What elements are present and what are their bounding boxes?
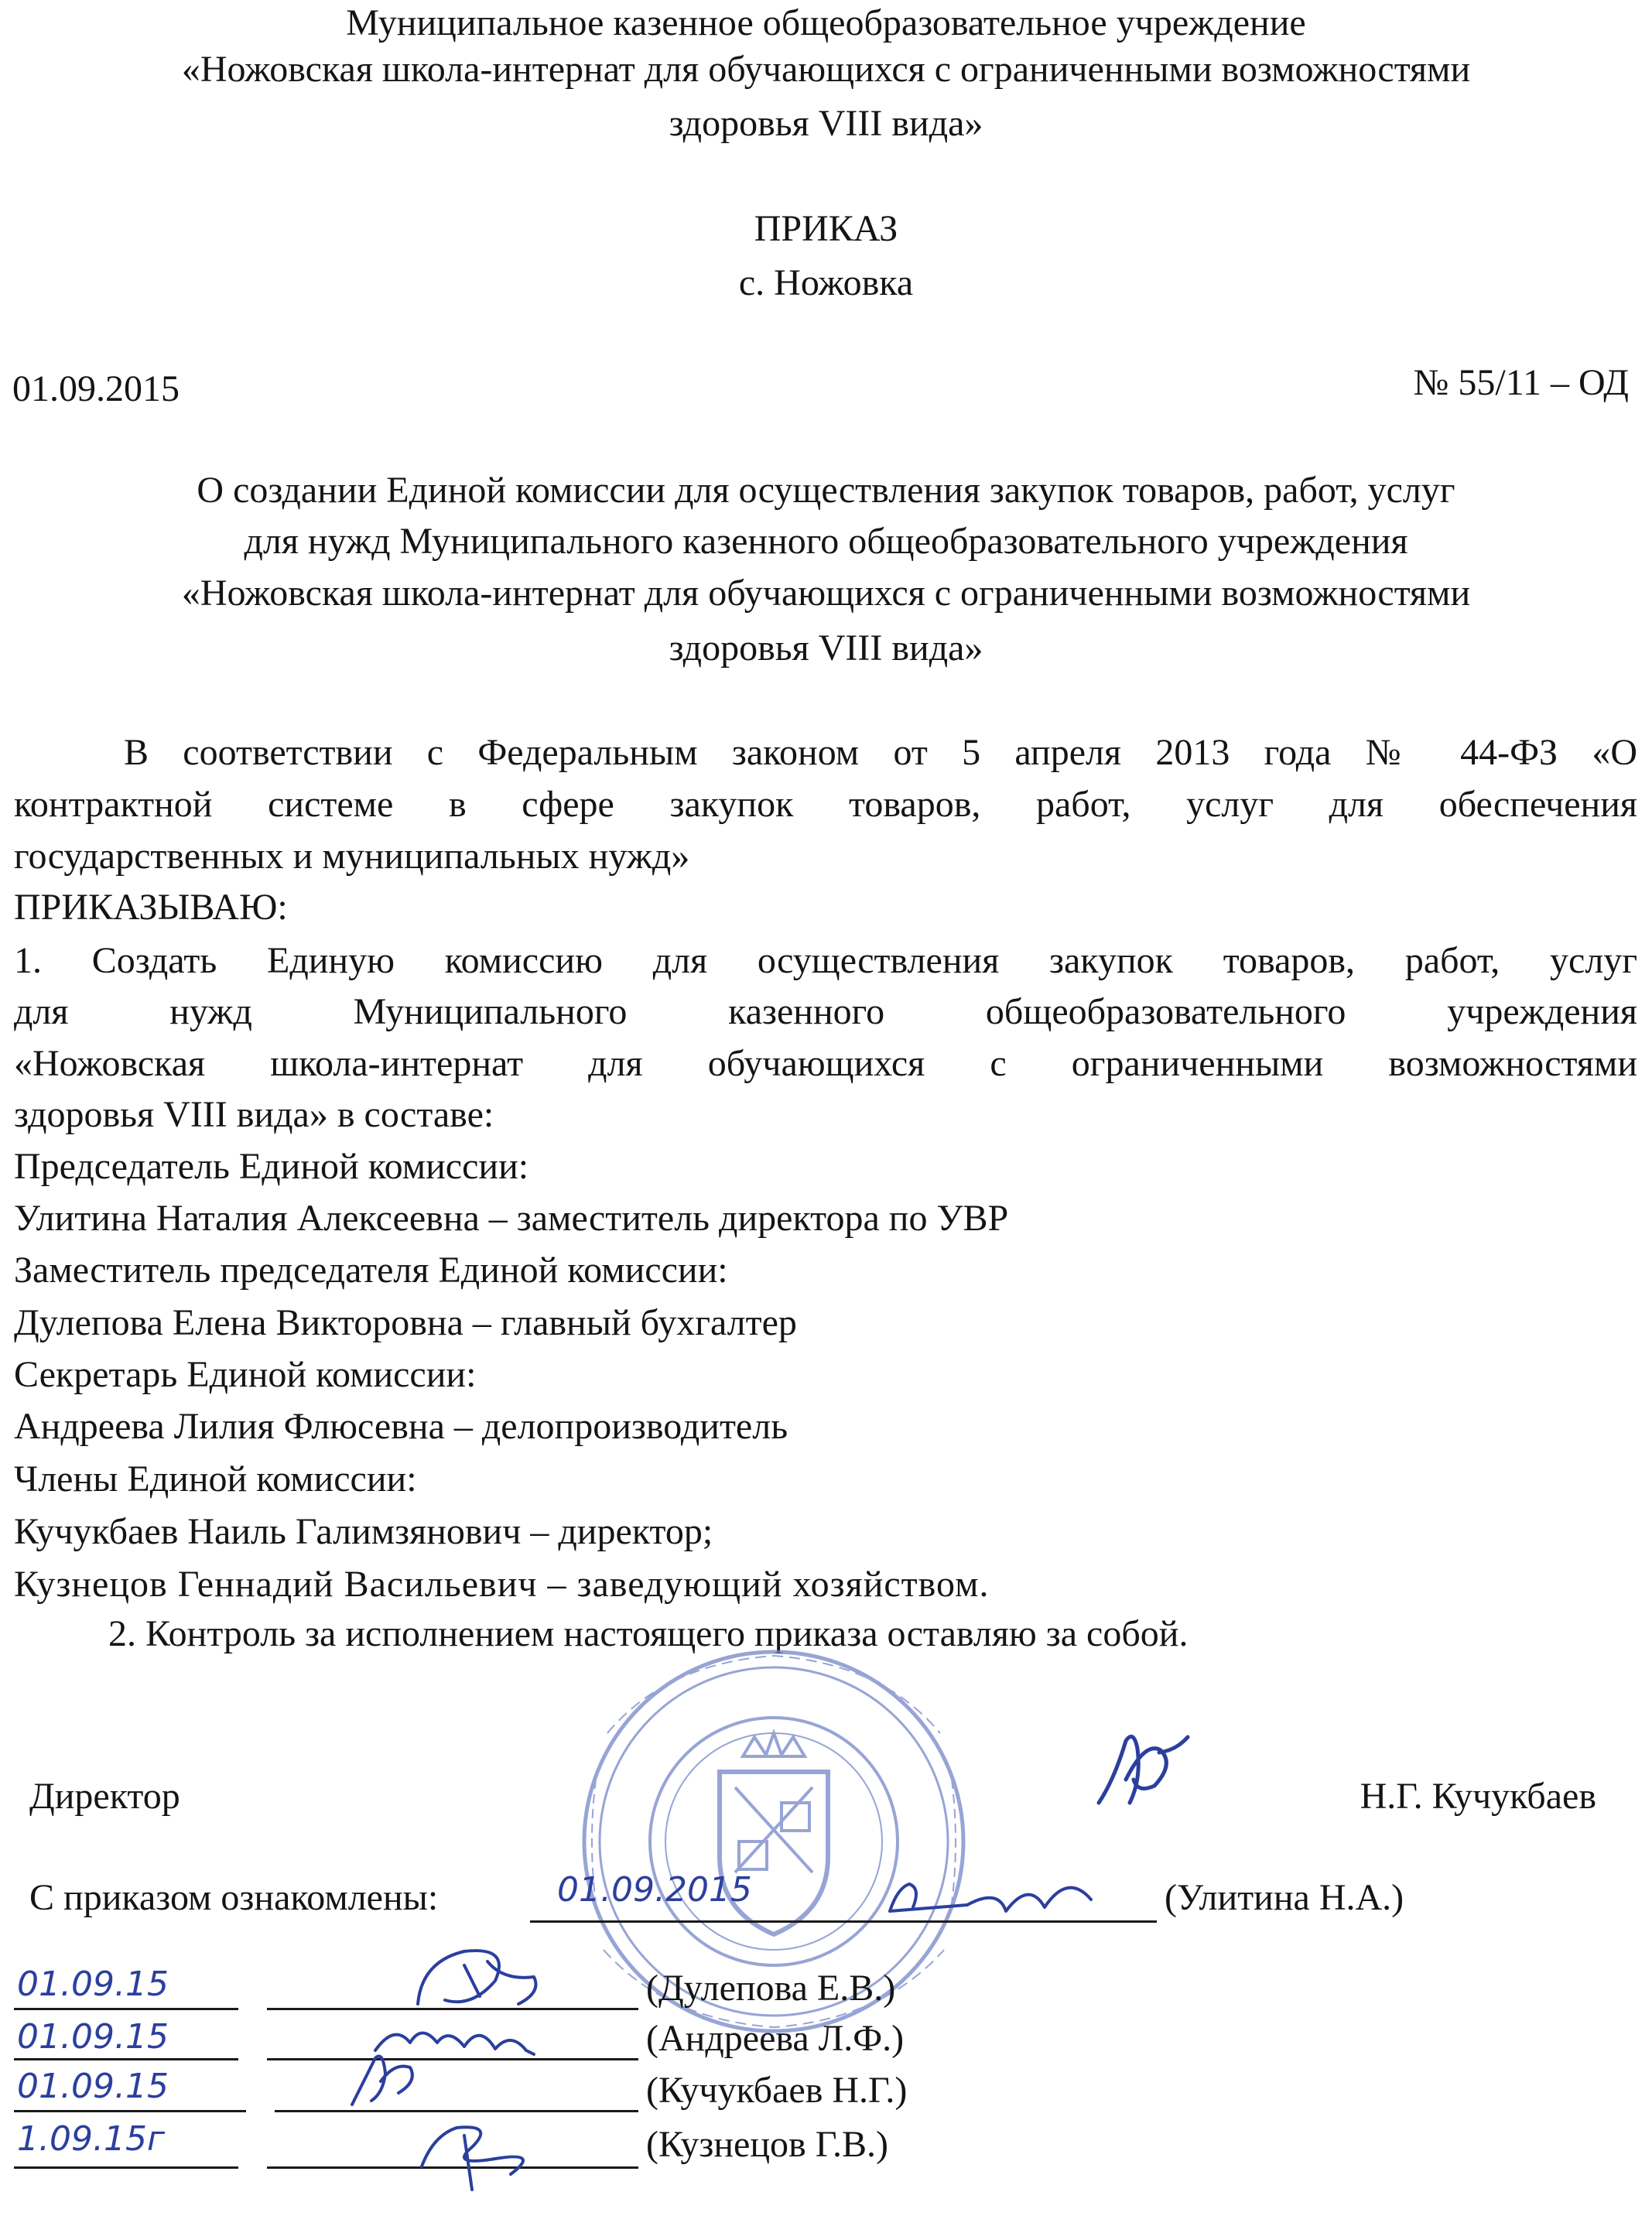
director-position: Директор [29, 1776, 180, 1817]
intro-line-1: В соответствии с Федеральным законом от 5 апреля 2013 года № 44-ФЗ «О [124, 732, 1637, 773]
acquaint-name-4: (Кучукбаев Н.Г.) [646, 2070, 908, 2111]
chair-label: Председатель Единой комиссии: [14, 1146, 529, 1187]
institution-line-3: здоровья VIII вида» [669, 103, 983, 144]
institution-line-2: «Ножовская школа-интернат для обучающихся с ограниченными возможностями [181, 49, 1471, 90]
order-word: ПРИКАЗЫВАЮ: [14, 887, 288, 928]
secretary-label: Секретарь Единой комиссии: [14, 1354, 477, 1395]
subject-line-3: «Ножовская школа-интернат для обучающихся с ограниченными возможностями [181, 573, 1471, 614]
order-place: с. Ножовка [738, 262, 914, 303]
acquaint-date-3: 01.09.15 [17, 2017, 169, 2057]
acquaint-date-2: 01.09.15 [17, 1965, 169, 2004]
intro-line-2: контрактной системе в сфере закупок товаров, работ, услуг для обеспечения [14, 784, 1637, 825]
chair-member: Улитина Наталия Алексеевна – заместитель директора по УВР [14, 1198, 1009, 1239]
item-1-line-2: для нужд Муниципального казенного общеобразовательного учреждения [14, 991, 1637, 1032]
acquaint-date-1: 01.09.2015 [557, 1870, 752, 1910]
subject-line-2: для нужд Муниципального казенного общеобразовательного учреждения [244, 521, 1408, 562]
deputy-label: Заместитель председателя Единой комиссии: [14, 1250, 728, 1291]
acquaint-label: С приказом ознакомлены: [29, 1877, 439, 1918]
member-1: Кучукбаев Наиль Галимзянович – директор; [14, 1511, 713, 1552]
institution-line-1: Муниципальное казенное общеобразовательное учреждение [346, 2, 1306, 43]
item-1-line-1: 1. Создать Единую комиссию для осуществления закупок товаров, работ, услуг [14, 940, 1637, 981]
secretary-member: Андреева Лилия Флюсевна – делопроизводитель [14, 1406, 788, 1447]
deputy-member: Дулепова Елена Викторовна – главный бухгалтер [14, 1302, 797, 1343]
item-1-line-3: «Ножовская школа-интернат для обучающихся с ограниченными возможностями [14, 1043, 1637, 1084]
acquaint-date-5: 1.09.15г [17, 2119, 166, 2159]
subject-line-4: здоровья VIII вида» [669, 627, 983, 669]
order-title: ПРИКАЗ [754, 208, 898, 249]
item-2: 2. Контроль за исполнением настоящего приказа оставляю за собой. [108, 1613, 1189, 1654]
acquaint-name-5: (Кузнецов Г.В.) [646, 2124, 889, 2165]
subject-line-1: О создании Единой комиссии для осуществления закупок товаров, работ, услуг [197, 470, 1455, 511]
director-name: Н.Г. Кучукбаев [1360, 1776, 1596, 1817]
order-date: 01.09.2015 [12, 368, 180, 409]
member-2: Кузнецов Геннадий Васильевич – заведующий хозяйством. [14, 1564, 990, 1605]
acquaint-name-3: (Андреева Л.Ф.) [646, 2018, 905, 2059]
intro-line-3: государственных и муниципальных нужд» [14, 836, 690, 877]
order-number: № 55/11 – ОД [1413, 362, 1629, 403]
members-label: Члены Единой комиссии: [14, 1458, 417, 1499]
acquaint-name-1: (Улитина Н.А.) [1165, 1877, 1404, 1918]
acquaint-date-4: 01.09.15 [17, 2067, 169, 2106]
item-1-line-4: здоровья VIII вида» в составе: [14, 1094, 494, 1135]
acquaint-name-2: (Дулепова Е.В.) [646, 1968, 896, 2009]
